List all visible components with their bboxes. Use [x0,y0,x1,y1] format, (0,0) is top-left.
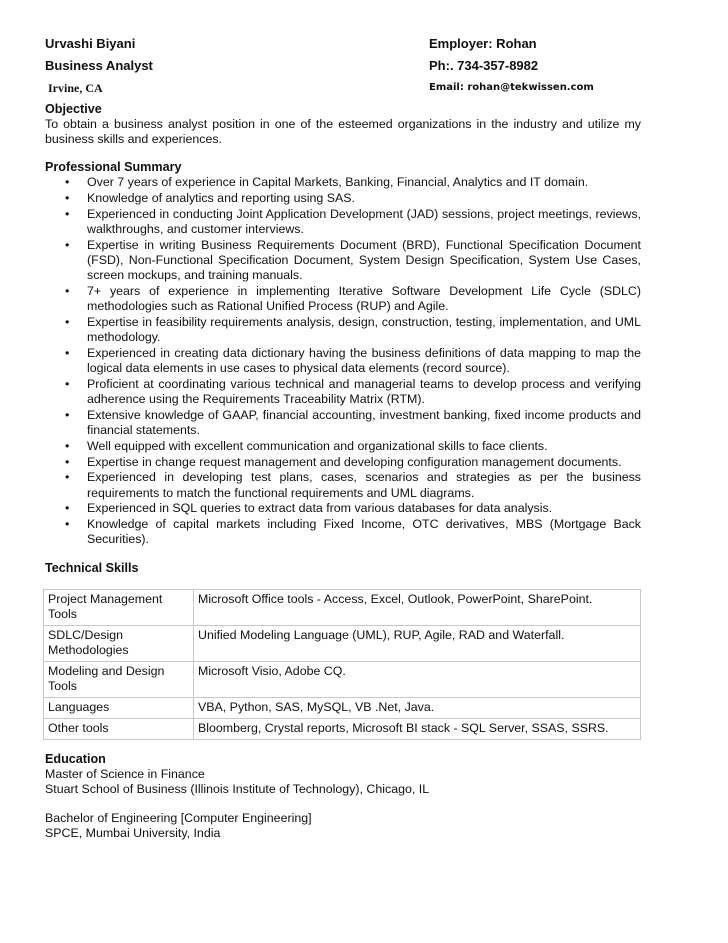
skill-category: Modeling and Design Tools [44,662,194,698]
summary-item: • Expertise in change request management and developing configuration management documents. [65,454,622,469]
bullet-icon: • [65,470,70,485]
bullet-icon: • [65,454,70,469]
summary-item: • Expertise in writing Business Requirements Document (BRD), Functional Specification Document (FSD), Non-Functional Specification Document, System Design Specification, System Use Cases, screen mockups, and training manuals. [65,237,641,282]
skill-category: Other tools [44,719,194,740]
candidate-name: Urvashi Biyani [45,36,136,51]
summary-item: • 7+ years of experience in implementing Iterative Software Development Life Cycle (SDLC) methodologies such as Rational Unified Process (RUP) and Agile. [65,283,641,313]
summary-item: • Experienced in conducting Joint Application Development (JAD) sessions, project meetings, reviews, walkthroughs, and customer interviews. [65,206,641,236]
summary-item: • Extensive knowledge of GAAP, financial accounting, investment banking, fixed income products and financial statements. [65,407,641,437]
summary-list [45,175,641,548]
table-row [44,590,641,626]
objective-text: To obtain a business analyst position in one of the esteemed organizations in the industry and utilize my business skills and experiences. [45,117,641,147]
table-row [44,662,641,698]
bullet-icon: • [65,206,70,221]
skills-table [43,589,641,740]
candidate-location: Irvine, CA [48,81,103,95]
summary-item: • Experienced in creating data dictionary having the business definitions of data mapping to map the logical data elements in use cases to physical data elements (record source). [65,345,641,375]
summary-item: • Expertise in feasibility requirements analysis, design, construction, testing, implementation, and UML methodology. [65,314,641,344]
skill-value: Bloomberg, Crystal reports, Microsoft BI stack - SQL Server, SSAS, SSRS. [194,719,641,740]
summary-item: • Well equipped with excellent communication and organizational skills to face clients. [65,438,548,453]
skill-category: SDLC/Design Methodologies [44,626,194,662]
bullet-icon: • [65,501,70,516]
summary-item: • Proficient at coordinating various technical and managerial teams to develop process and verifying adherence using the Requirements Traceability Matrix (RTM). [65,376,641,406]
bullet-icon: • [65,175,70,189]
education-section [45,752,429,841]
education-heading: Education [45,752,106,766]
spacer [45,798,429,811]
education-degree: Bachelor of Engineering [Computer Engineering] [45,810,312,825]
table-row [44,719,641,740]
summary-item: • Experienced in developing test plans, cases, scenarios and strategies as per the business requirements to match the functional requirements and UML diagrams. [65,470,641,500]
skill-value: VBA, Python, SAS, MySQL, VB .Net, Java. [194,698,641,719]
table-row [44,626,641,662]
summary-item: • Knowledge of analytics and reporting using SAS. [65,190,355,205]
bullet-icon: • [65,517,70,532]
education-degree: Master of Science in Finance [45,767,205,782]
objective-heading: Objective [45,102,102,116]
bullet-icon: • [65,438,70,453]
bullet-icon: • [65,283,70,298]
bullet-icon: • [65,345,70,360]
education-school: SPCE, Mumbai University, India [45,825,221,840]
email-address: Email: rohan@tekwissen.com [429,82,594,93]
table-row [44,698,641,719]
skill-value: Microsoft Office tools - Access, Excel, Outlook, PowerPoint, SharePoint. [194,590,641,626]
skill-value: Unified Modeling Language (UML), RUP, Agile, RAD and Waterfall. [194,626,641,662]
summary-heading: Professional Summary [45,160,182,174]
candidate-title: Business Analyst [45,58,153,73]
skill-category: Project Management Tools [44,590,194,626]
bullet-icon: • [65,376,70,391]
summary-item: • Knowledge of capital markets including Fixed Income, OTC derivatives, MBS (Mortgage Back Securities). [65,517,641,547]
summary-item: • Experienced in SQL queries to extract data from various databases for data analysis. [65,501,553,516]
bullet-icon: • [65,237,70,252]
bullet-icon: • [65,314,70,329]
employer-label: Employer: Rohan [429,36,537,51]
bullet-icon: • [65,407,70,422]
phone-number: Ph:. 734-357-8982 [429,58,539,73]
skill-value: Microsoft Visio, Adobe CQ. [194,662,641,698]
skills-heading: Technical Skills [45,561,139,575]
summary-item: • Over 7 years of experience in Capital Markets, Banking, Financial, Analytics and IT domain. [65,175,589,189]
bullet-icon: • [65,190,70,205]
education-school: Stuart School of Business (Illinois Institute of Technology), Chicago, IL [45,782,430,797]
skill-category: Languages [44,698,194,719]
